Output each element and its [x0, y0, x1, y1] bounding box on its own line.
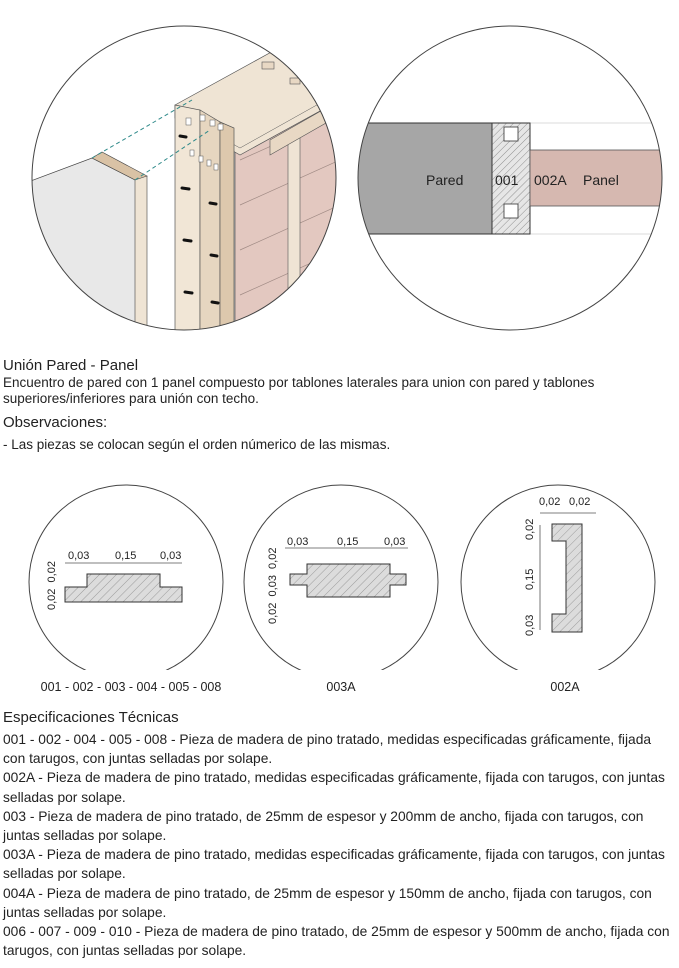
caption-001: 001 - 002 - 003 - 004 - 005 - 008 — [40, 680, 222, 694]
dim-2-side: 0,02 0,03 0,02 — [267, 547, 279, 624]
specs-list — [3, 730, 675, 960]
dim-1-right: 0,03 — [160, 550, 182, 562]
dim-3-side-mid: 0,15 — [524, 568, 536, 590]
caption-003a: 003A — [326, 680, 356, 694]
specs-title: Especificaciones Técnicas — [3, 709, 179, 726]
dim-1-left: 0,03 — [68, 550, 90, 562]
spec-item: 001 - 002 - 004 - 005 - 008 - Pieza de madera de pino tratado, medidas especificadas gráficamente, fijada con tarugos, con juntas selladas por solape. — [3, 732, 652, 767]
spec-item: 003 - Pieza de madera de pino tratado, de 25mm de espesor y 200mm de ancho, fijada con tarugos, con juntas selladas por solape. — [3, 808, 644, 844]
dim-3-side-top: 0,02 — [524, 518, 536, 540]
spec-item: 004A - Pieza de madera de pino tratado, de 25mm de espesor y 150mm de ancho, fijada con tarugos, con juntas selladas por solape. — [3, 885, 652, 920]
caption-002a: 002A — [550, 680, 580, 694]
spec-item: 006 - 007 - 009 - 010 - Pieza de madera de pino tratado, de 25mm de espesor y 500mm de ancho, fijada con tarugos, con juntas selladas por solape. — [3, 924, 670, 959]
piece-002a-label: 002A — [534, 172, 567, 188]
detail-drawings — [0, 0, 679, 340]
spec-item: 002A - Pieza de madera de pino tratado, medidas especificadas gráficamente, fijada con tarugos, con juntas selladas por solape. — [3, 770, 665, 805]
dim-2-mid: 0,15 — [337, 536, 359, 548]
spec-item: 003A - Pieza de madera de pino tratado, medidas especificadas gráficamente, fijada con tarugos, con juntas selladas por solape. — [3, 847, 665, 882]
observations-title: Observaciones: — [3, 414, 108, 431]
dim-3-side-bottom: 0,03 — [524, 614, 536, 636]
panel-label: Panel — [583, 172, 619, 188]
detail-description: Encuentro de pared con 1 panel compuesto por tablones laterales para union con pared y tablones superiores/inferiores para unión con techo. — [3, 375, 595, 406]
dim-1-mid: 0,15 — [115, 550, 137, 562]
dim-3-top-left: 0,02 — [539, 496, 561, 508]
detail-title: Unión Pared - Panel — [3, 357, 139, 374]
piece-001-label: 001 — [495, 172, 519, 188]
observations-text: - Las piezas se colocan según el orden númerico de las mismas. — [3, 437, 391, 452]
dim-2-left: 0,03 — [287, 536, 309, 548]
dim-1-side: 0,02 0,02 — [46, 561, 58, 610]
wall-label: Pared — [426, 172, 464, 188]
dim-3-top-right: 0,02 — [569, 496, 591, 508]
isometric-detail — [20, 20, 350, 340]
dim-2-right: 0,03 — [384, 536, 406, 548]
